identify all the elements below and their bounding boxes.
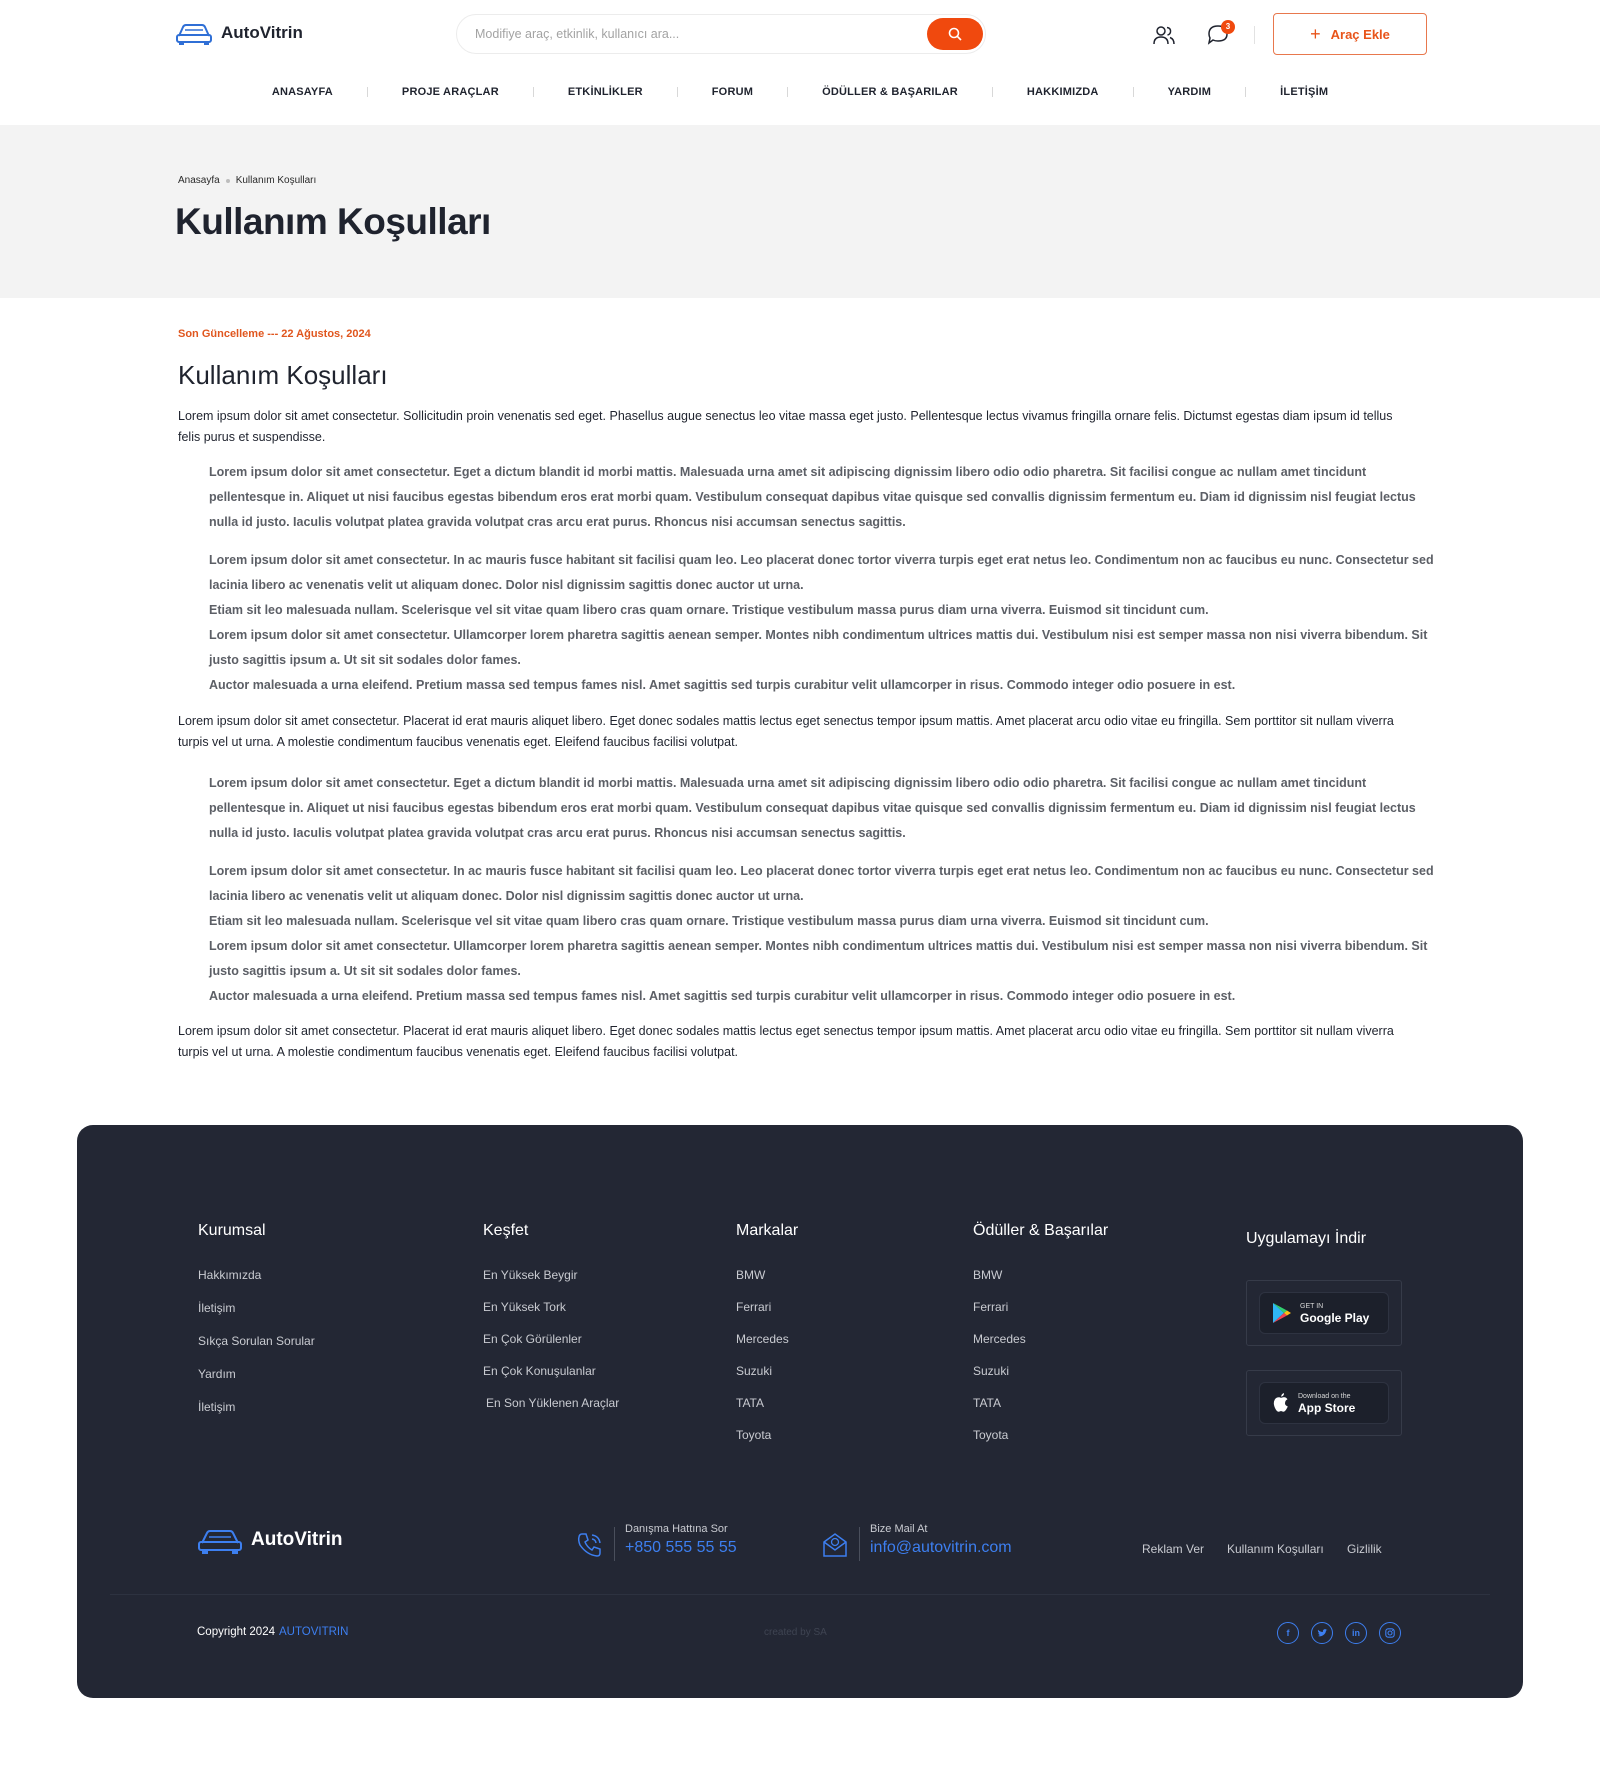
nav-separator	[1245, 87, 1246, 97]
search-button[interactable]	[927, 18, 983, 50]
instagram-icon[interactable]	[1379, 1622, 1401, 1644]
google-play-badge	[1259, 1292, 1389, 1334]
breadcrumb	[178, 175, 316, 186]
indent-paragraph: Etiam sit leo malesuada nullam. Scelerisque vel sit vitae quam libero cras quam ornare. Tristique vestibulum massa purus diam urna viverra. Euismod sit tincidunt cum.	[209, 914, 1209, 928]
mail-label: Bize Mail At	[870, 1523, 928, 1535]
car-logo-icon	[175, 20, 213, 46]
search-icon	[948, 27, 962, 41]
phone-icon	[576, 1531, 604, 1559]
car-logo-icon	[197, 1525, 243, 1555]
copyright-brand[interactable]: AUTOVITRIN	[279, 1626, 349, 1638]
footer-link[interactable]: Sıkça Sorulan Sorular	[198, 1334, 315, 1348]
facebook-glyph: f	[1286, 1628, 1290, 1638]
mail-address[interactable]: info@autovitrin.com	[870, 1539, 1012, 1556]
contact-separator	[614, 1527, 615, 1561]
intro-paragraph: Lorem ipsum dolor sit amet consectetur. Sollicitudin proin venenatis sed eget. Phasellus augue senectus leo vitae massa eget justo. Pellentesque lectus vivamus fringilla ornare felis. Dictumst egestas diam ipsum id tellus felis purus et suspendisse.	[178, 409, 1393, 444]
footer-link[interactable]: Mercedes	[736, 1332, 789, 1346]
footer-bottom-link[interactable]: Kullanım Koşulları	[1227, 1542, 1324, 1556]
nav-item-help[interactable]: YARDIM	[1167, 86, 1212, 98]
indent-paragraph: Etiam sit leo malesuada nullam. Scelerisque vel sit vitae quam libero cras quam ornare. Tristique vestibulum massa purus diam urna viverra. Euismod sit tincidunt cum.	[209, 603, 1209, 617]
facebook-icon[interactable]	[1277, 1622, 1299, 1644]
main-nav	[0, 86, 1600, 98]
google-play-small: GET IN	[1300, 1302, 1324, 1310]
plus-icon: +	[1310, 24, 1321, 44]
search-bar	[456, 14, 986, 54]
logo[interactable]	[175, 20, 303, 46]
logo-text: AutoVitrin	[221, 23, 303, 42]
phone-number[interactable]: +850 555 55 55	[625, 1539, 737, 1556]
breadcrumb-current: Kullanım Koşulları	[235, 175, 317, 186]
notification-badge: 3	[1221, 20, 1235, 34]
body-paragraph: Lorem ipsum dolor sit amet consectetur. Placerat id erat mauris aliquet libero. Eget donec sodales mattis lectus eget senectus tempor ipsum mattis. Amet placerat arcu odio vitae eu fringilla. Sem porttitor sit nullam viverra turpis vel ut urna. A molestie condimentum faucibus venenatis eget. Eleifend faucibus facilisi volutpat.	[178, 1024, 1394, 1059]
breadcrumb-separator	[226, 179, 230, 183]
site-footer	[77, 1125, 1523, 1698]
last-updated: Son Güncelleme --- 22 Ağustos, 2024	[178, 328, 371, 340]
nav-separator	[1133, 87, 1134, 97]
indent-paragraph: Lorem ipsum dolor sit amet consectetur. Eget a dictum blandit id morbi mattis. Malesuada urna amet sit adipiscing dignissim libero odio odio pharetra. Sit facilisi congue ac nullam amet tincidunt pellentesque in. Aliquet ut nisi faucibus egestas bibendum eros erat morbi quam. Vestibulum consequat dapibus vitae quisque sed convallis dignissim fermentum eu. Diam id dignissim nisl feugiat lectus nulla id justo. Iaculis volutpat platea gravida volutpat cras arcu erat purus. Rhoncus nisi accumsan senectus sagittis.	[209, 776, 1416, 840]
footer-link[interactable]: İletişim	[198, 1400, 236, 1414]
copyright-text: Copyright 2024	[197, 1626, 275, 1638]
instagram-glyph	[1385, 1628, 1395, 1638]
nav-item-about[interactable]: HAKKIMIZDA	[1026, 86, 1099, 98]
users-icon[interactable]	[1152, 24, 1176, 46]
footer-link[interactable]: Toyota	[736, 1428, 772, 1442]
indent-paragraph: Auctor malesuada a urna eleifend. Pretium massa sed tempus fames nisl. Amet sagittis sed turpis curabitur velit ullamcorper in risus. Commodo integer odio posuere in est.	[209, 989, 1236, 1003]
indent-paragraph: Lorem ipsum dolor sit amet consectetur. Eget a dictum blandit id morbi mattis. Malesuada urna amet sit adipiscing dignissim libero odio odio pharetra. Sit facilisi congue ac nullam amet tincidunt pellentesque in. Aliquet ut nisi faucibus egestas bibendum eros erat morbi quam. Vestibulum consequat dapibus vitae quisque sed convallis dignissim fermentum eu. Diam id dignissim nisl feugiat lectus nulla id justo. Iaculis volutpat platea gravida volutpat cras arcu erat purus. Rhoncus nisi accumsan senectus sagittis.	[209, 465, 1416, 529]
nav-item-forum[interactable]: FORUM	[711, 86, 754, 98]
footer-link[interactable]: En Çok Konuşulanlar	[483, 1364, 596, 1378]
footer-link[interactable]: Suzuki	[736, 1364, 773, 1378]
indent-paragraph: Lorem ipsum dolor sit amet consectetur. Ullamcorper lorem pharetra sagittis aenean semper. Montes nibh condimentum ultrices mattis dui. Vestibulum nisi est semper massa non nisi viverra bibendum. Sit justo sagittis ipsum a. Ut sit sit sodales dolor fames.	[209, 939, 1428, 978]
footer-col-title: Kurumsal	[198, 1222, 266, 1239]
footer-divider	[110, 1594, 1490, 1595]
app-store-small: Download on the	[1298, 1392, 1351, 1400]
twitter-icon[interactable]	[1311, 1622, 1333, 1644]
footer-col-title: Keşfet	[483, 1222, 529, 1239]
breadcrumb-home[interactable]: Anasayfa	[178, 175, 220, 186]
nav-separator	[533, 87, 534, 97]
body-paragraph: Lorem ipsum dolor sit amet consectetur. Placerat id erat mauris aliquet libero. Eget donec sodales mattis lectus eget senectus tempor ipsum mattis. Amet placerat arcu odio vitae eu fringilla. Sem porttitor sit nullam viverra turpis vel ut urna. A molestie condimentum faucibus venenatis eget. Eleifend faucibus facilisi volutpat.	[178, 714, 1394, 749]
app-store-badge	[1259, 1382, 1389, 1424]
footer-bottom-link[interactable]: Gizlilik	[1347, 1542, 1382, 1556]
footer-link[interactable]: Toyota	[973, 1428, 1009, 1442]
linkedin-icon[interactable]	[1345, 1622, 1367, 1644]
google-play-button[interactable]	[1246, 1280, 1402, 1346]
nav-item-awards[interactable]: ÖDÜLLER & BAŞARILAR	[822, 86, 958, 98]
nav-separator	[367, 87, 368, 97]
created-by: created by SA	[764, 1627, 827, 1638]
footer-link[interactable]: Hakkımızda	[198, 1268, 262, 1282]
footer-link[interactable]: Suzuki	[973, 1364, 1010, 1378]
footer-phone	[576, 1523, 737, 1561]
footer-link[interactable]: En Yüksek Tork	[483, 1300, 566, 1314]
linkedin-glyph: in	[1352, 1628, 1360, 1638]
add-vehicle-button[interactable]	[1273, 13, 1427, 55]
nav-separator	[677, 87, 678, 97]
nav-item-events[interactable]: ETKİNLİKLER	[567, 86, 643, 98]
nav-item-home[interactable]: ANASAYFA	[271, 86, 333, 98]
footer-link[interactable]: En Yüksek Beygir	[483, 1268, 578, 1282]
apple-icon	[1272, 1392, 1290, 1414]
footer-bottom-link[interactable]: Reklam Ver	[1142, 1542, 1205, 1556]
nav-separator	[992, 87, 993, 97]
footer-link[interactable]: TATA	[973, 1396, 1001, 1410]
footer-link[interactable]: TATA	[736, 1396, 764, 1410]
site-header	[0, 0, 1600, 125]
footer-link[interactable]: En Son Yüklenen Araçlar	[486, 1396, 620, 1410]
footer-mail	[821, 1523, 1012, 1561]
nav-separator	[787, 87, 788, 97]
header-divider	[1254, 26, 1255, 44]
section-title: Kullanım Koşulları	[178, 360, 388, 390]
page-title: Kullanım Koşulları	[175, 201, 491, 242]
indent-paragraph: Lorem ipsum dolor sit amet consectetur. Ullamcorper lorem pharetra sagittis aenean semper. Montes nibh condimentum ultrices mattis dui. Vestibulum nisi est semper massa non nisi viverra bibendum. Sit justo sagittis ipsum a. Ut sit sit sodales dolor fames.	[209, 628, 1428, 667]
footer-link[interactable]: İletişim	[198, 1301, 236, 1315]
copyright	[197, 1626, 348, 1638]
footer-link[interactable]: Ferrari	[973, 1300, 1009, 1314]
indent-paragraph: Lorem ipsum dolor sit amet consectetur. In ac mauris fusce habitant sit facilisi quam leo. Leo placerat donec tortor viverra turpis eget erat netus leo. Condimentum non ac faucibus eu nunc. Consectetur sed lacinia libero ac venenatis velit ut aliquam donec. Dolor nisl dignissim sagittis donec auctor ut urna.	[209, 553, 1434, 592]
indent-paragraph: Lorem ipsum dolor sit amet consectetur. In ac mauris fusce habitant sit facilisi quam leo. Leo placerat donec tortor viverra turpis eget erat netus leo. Condimentum non ac faucibus eu nunc. Consectetur sed lacinia libero ac venenatis velit ut aliquam donec. Dolor nisl dignissim sagittis donec auctor ut urna.	[209, 864, 1434, 903]
footer-link[interactable]: BMW	[736, 1268, 766, 1282]
mail-icon	[821, 1531, 849, 1559]
nav-item-contact[interactable]: İLETİŞİM	[1280, 86, 1329, 98]
footer-col-title: Uygulamayı İndir	[1246, 1230, 1367, 1247]
add-vehicle-label: Araç Ekle	[1330, 26, 1390, 42]
google-play-label: Google Play	[1300, 1310, 1370, 1325]
footer-col-title: Ödüller & Başarılar	[973, 1222, 1109, 1239]
footer-col-title: Markalar	[736, 1222, 799, 1239]
phone-label: Danışma Hattına Sor	[625, 1523, 728, 1535]
contact-separator	[859, 1527, 860, 1561]
footer-link[interactable]: BMW	[973, 1268, 1003, 1282]
footer-link[interactable]: Yardım	[198, 1367, 236, 1381]
app-store-label: App Store	[1298, 1400, 1356, 1415]
page-hero	[0, 125, 1600, 298]
footer-link[interactable]: Mercedes	[973, 1332, 1026, 1346]
footer-logo-text: AutoVitrin	[251, 1529, 343, 1550]
footer-link[interactable]: Ferrari	[736, 1300, 772, 1314]
google-play-icon	[1272, 1302, 1292, 1324]
twitter-glyph	[1317, 1629, 1328, 1638]
app-store-button[interactable]	[1246, 1370, 1402, 1436]
footer-logo[interactable]	[197, 1525, 342, 1555]
footer-link[interactable]: En Çok Görülenler	[483, 1332, 582, 1346]
search-input[interactable]	[475, 15, 915, 53]
nav-item-project-cars[interactable]: PROJE ARAÇLAR	[401, 86, 499, 98]
indent-paragraph: Auctor malesuada a urna eleifend. Pretium massa sed tempus fames nisl. Amet sagittis sed turpis curabitur velit ullamcorper in risus. Commodo integer odio posuere in est.	[209, 678, 1236, 692]
